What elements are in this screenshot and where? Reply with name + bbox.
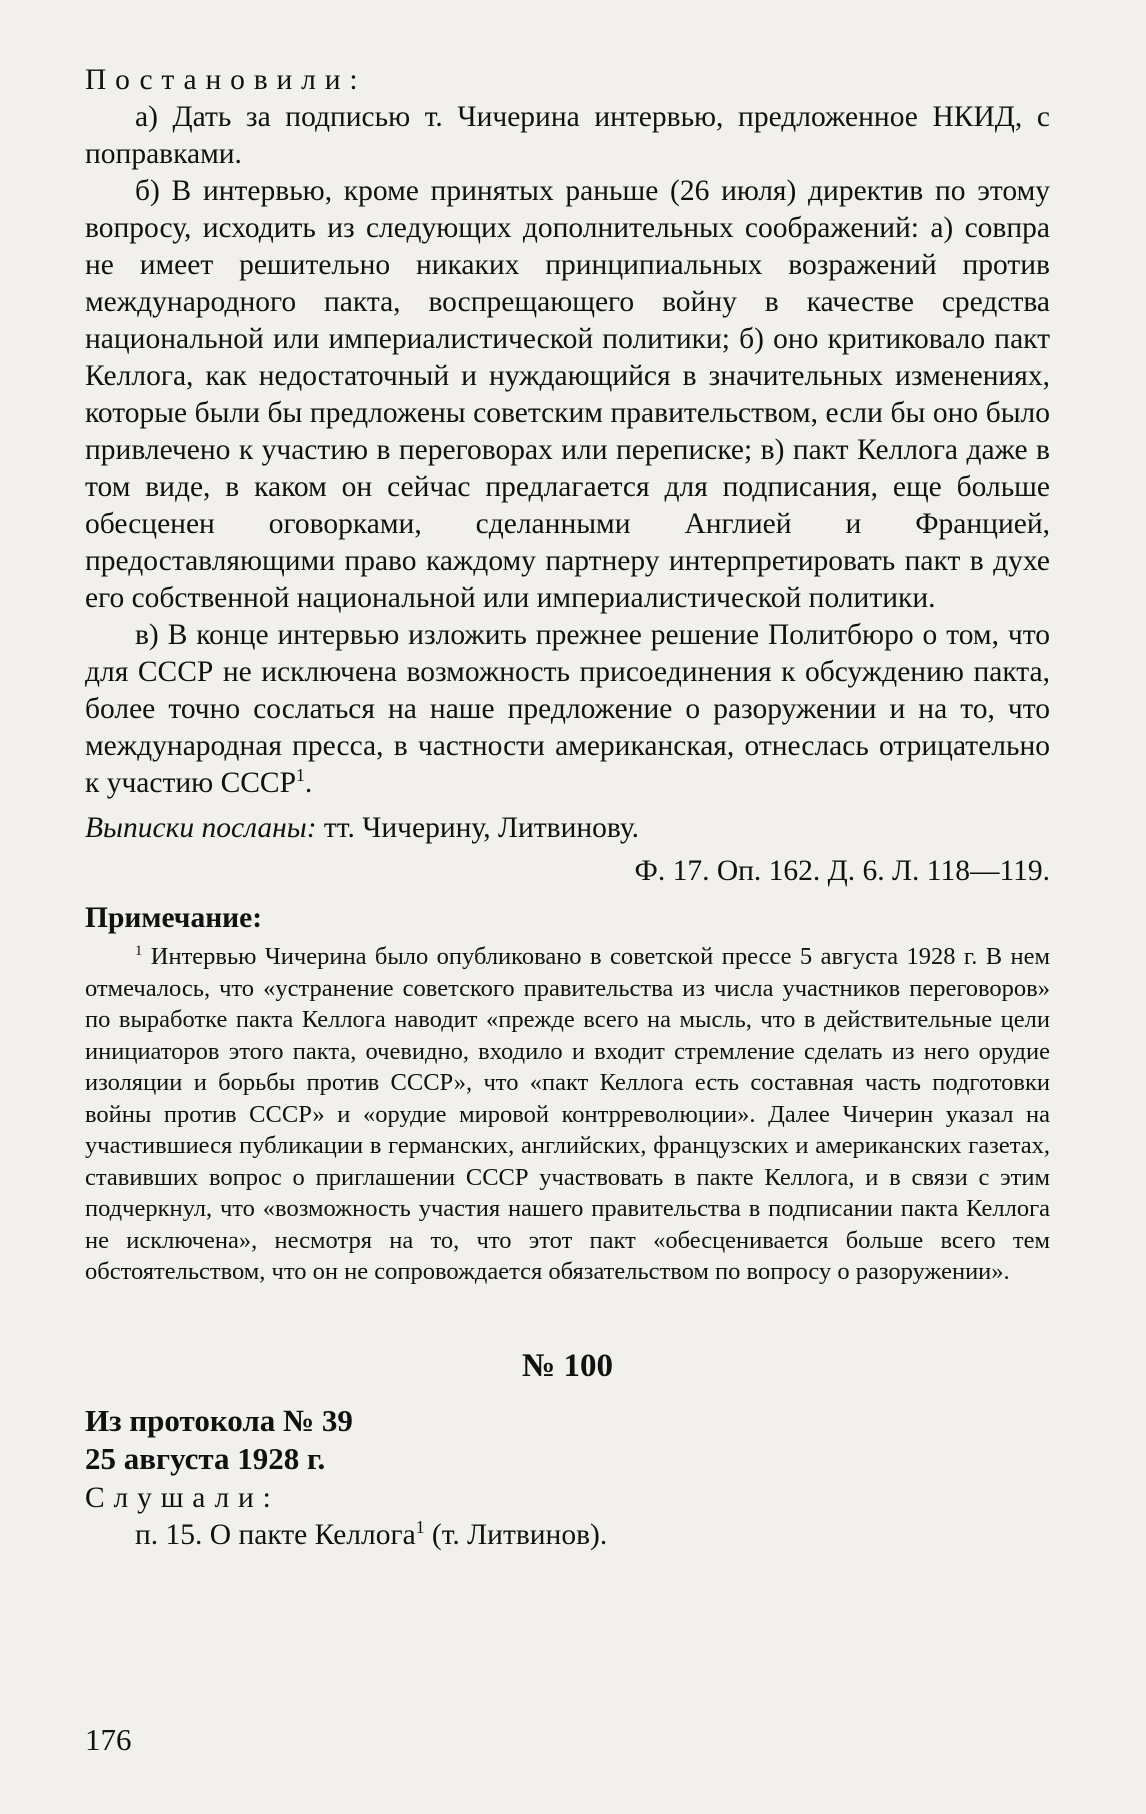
hearing-footnote-ref: 1 (415, 1516, 425, 1537)
document-date: 25 августа 1928 г. (85, 1440, 326, 1476)
paragraph-v-text: в) В конце интервью изложить прежнее решение Политбюро о том, что для СССР не исключена возможность присоединения к обсуждению пакта, более точно сослаться на наше предложение о разоружении и на то, что международная пресса, в частности американская, отнеслась отрицательно к участию СССР (85, 619, 1050, 799)
page-number: 176 (85, 1722, 132, 1757)
hearing-item-end: (т. Литвинов). (424, 1518, 608, 1551)
hearing-item (85, 1517, 1050, 1554)
extracts-recipients: тт. Чичерину, Литвинову. (316, 812, 640, 844)
footnote (85, 941, 1050, 1288)
extracts-line (85, 810, 1050, 847)
paragraph-v-end: . (304, 767, 313, 799)
footnote-ref: 1 (296, 765, 305, 786)
hearing-item-text: п. 15. О пакте Келлога (135, 1518, 416, 1551)
resolution-header: Постановили: (85, 64, 367, 96)
page-body (85, 62, 1050, 1554)
document-number: № 100 (522, 1347, 613, 1384)
archive-reference: Ф. 17. Оп. 162. Д. 6. Л. 118—119. (634, 855, 1050, 887)
paragraph-v (85, 617, 1050, 802)
extracts-label: Выписки посланы: (85, 812, 317, 844)
footnote-text: Интервью Чичерина было опубликовано в советской прессе 5 августа 1928 г. В нем отмечалось, что «устранение советского правительства из числа участников переговоров» по выработке пакта Келлога наводит «прежде всего на мысль, что в действительные цели инициаторов этого пакта, очевидно, входило и входит стремление сделать из него орудие изоляции и борьбы против СССР», что «пакт Келлога есть составная часть подготовки войны против СССР» и «орудие мировой контрреволюции». Далее Чичерин указал на участившиеся публикации в германских, английских, французских и американских газетах, ставивших вопрос о приглашении СССР участвовать в пакте Келлога, и в связи с этим подчеркнул, что «возможность участия нашего правительства в подписании пакта Келлога не исключена», несмотря на то, что этот пакт «обесценивается больше всего тем обстоятельством, что он не сопровождается обязательством по вопросу о разоружении». (85, 943, 1050, 1285)
document-title: Из протокола № 39 (85, 1402, 353, 1438)
paragraph-b: б) В интервью, кроме принятых раньше (26 июля) директив по этому вопросу, исходить из следующих дополнительных соображений: а) совпра не имеет решительно никаких принципиальных возражений против международного пакта, воспрещающего войну в качестве средства национальной или империалистической политики; б) оно критиковало пакт Келлога, как недостаточный и нуждающийся в значительных изменениях, которые были бы предложены советским правительством, если бы оно было привлечено к участию в переговорах или переписке; в) пакт Келлога даже в том виде, в каком он сейчас предлагается для подписания, еще больше обесценен оговорками, сделанными Англией и Францией, предоставляющими право каждому партнеру интерпретировать пакт в духе его собственной национальной или империалистической политики. (85, 175, 1050, 614)
note-header: Примечание: (85, 902, 263, 934)
footnote-marker: 1 (135, 942, 143, 959)
paragraph-a: а) Дать за подписью т. Чичерина интервью, предложенное НКИД, с поправками. (85, 101, 1050, 170)
hearing-header: Слушали: (85, 1481, 280, 1514)
